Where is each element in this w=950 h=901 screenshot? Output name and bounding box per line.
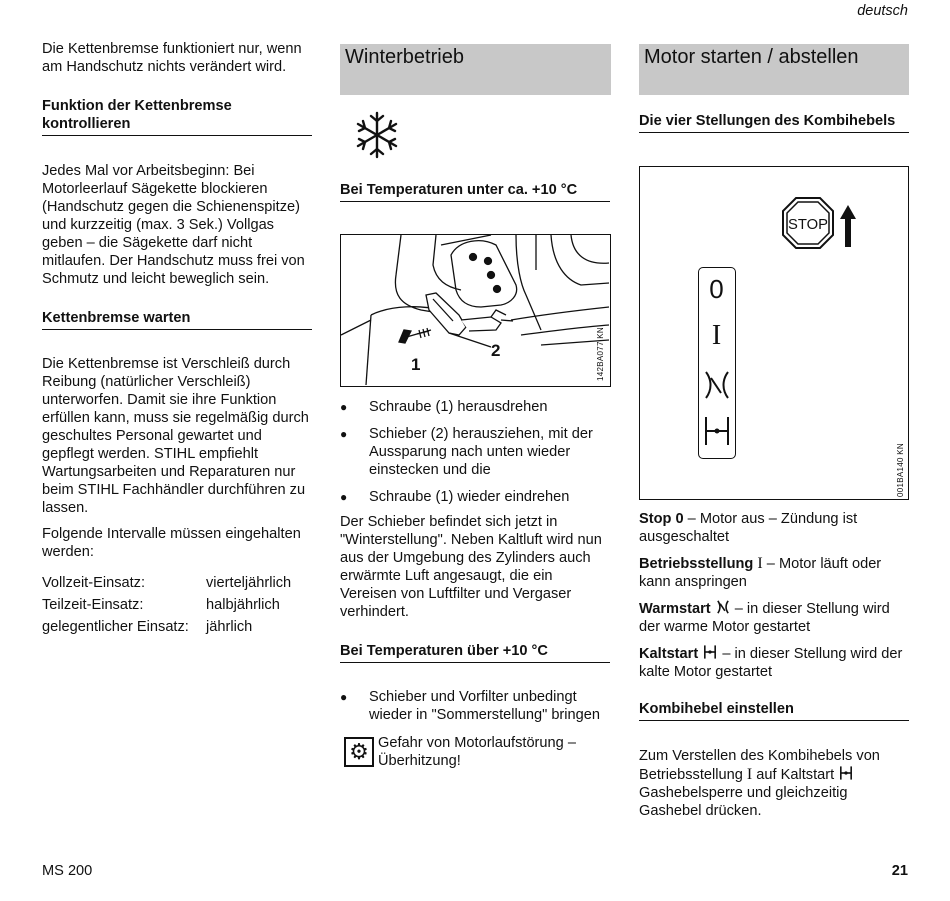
section-title-winter: Winterbetrieb xyxy=(340,44,611,95)
stop-sign-icon xyxy=(782,197,862,249)
maintain-heading: Kettenbremse warten xyxy=(42,309,312,330)
stop-text: – Motor aus – Zündung ist ausgeschaltet xyxy=(639,511,858,545)
intervals-table xyxy=(42,572,312,638)
cold-start-icon xyxy=(702,644,718,660)
interval-value: jährlich xyxy=(206,619,253,635)
adjust-text-c: Gashebelsperre und gleichzeitig Gashebel drücken. xyxy=(639,785,848,819)
steps-above-list xyxy=(340,688,611,724)
positions-heading: Die vier Stellungen des Kombihebels xyxy=(639,112,909,133)
figure-label-2: 2 xyxy=(491,341,501,360)
interval-value: halbjährlich xyxy=(206,597,280,613)
gear-warning-icon: ⚙ xyxy=(344,737,374,767)
check-heading: Funktion der Kettenbremse kontrollieren xyxy=(42,97,312,136)
warm-start-icon xyxy=(715,599,731,615)
arrow-up-icon xyxy=(840,205,856,247)
warm-label: Warmstart xyxy=(639,601,711,617)
footer-model: MS 200 xyxy=(42,863,93,879)
warm-description xyxy=(639,599,909,636)
snowflake-icon xyxy=(354,110,400,160)
intervals-intro: Folgende Intervalle müssen eingehalten werden: xyxy=(42,526,301,560)
position-run: I xyxy=(711,320,722,351)
cold-label: Kaltstart xyxy=(639,646,699,662)
carburetor-illustration xyxy=(341,235,609,385)
interval-label: Teilzeit-Einsatz: xyxy=(42,597,144,613)
steps-below-list xyxy=(340,398,611,506)
stop-description xyxy=(639,510,909,546)
table-row xyxy=(42,572,312,594)
list-item: ● Schieber und Vorfilter unbedingt wieder in "Sommerstellung" bringen xyxy=(340,688,611,724)
above-10-heading: Bei Temperaturen über +10 °C xyxy=(340,642,610,663)
list-item: ● Schieber (2) herausziehen, mit der Aussparung nach unten wieder einstecken und die xyxy=(340,425,611,479)
section-title-motor: Motor starten / abstellen xyxy=(639,44,909,95)
adjust-run-symbol: I xyxy=(746,766,753,783)
warm-text: – in dieser Stellung wird der warme Motor gestartet xyxy=(639,601,890,635)
maintain-text: Die Kettenbremse ist Verschleiß durch Reibung (natürlicher Verschleiß) unterworfen. Damit sie ihre Funktion erfüllen kann, muss sie regelmäßig durch geschultes Personal gewartet und gepflegt werden. STIHL empfiehlt Wartungsarbeiten und Reparaturen nur beim STIHL Fachhändler durchführen zu lassen. xyxy=(42,356,309,516)
cold-text: – in dieser Stellung wird der kalte Motor gestartet xyxy=(639,646,903,680)
warm-start-icon xyxy=(703,368,731,402)
adjust-text-b: auf Kaltstart xyxy=(756,767,835,783)
adjust-heading: Kombihebel einstellen xyxy=(639,700,909,721)
list-item: ● Schraube (1) wieder eindrehen xyxy=(340,488,611,506)
lever-position-panel xyxy=(698,267,736,459)
interval-label: Vollzeit-Einsatz: xyxy=(42,575,146,591)
position-0: 0 xyxy=(709,274,724,304)
adjust-text-a: Zum Verstellen des Kombihebels von Betriebsstellung xyxy=(639,748,880,783)
stop-sign-text: STOP xyxy=(788,216,828,233)
list-item: ● Schraube (1) herausdrehen xyxy=(340,398,611,416)
combi-lever-figure xyxy=(639,166,909,500)
cold-description xyxy=(639,644,909,681)
run-label: Betriebsstellung xyxy=(639,556,754,572)
table-row xyxy=(42,594,312,616)
adjust-text xyxy=(639,747,909,820)
figure-label-1: 1 xyxy=(411,355,421,374)
below-10-text: Der Schieber befindet sich jetzt in "Winterstellung". Neben Kaltluft wird nun aus der Umgebung des Zylinders auch erwärmte Luft angesaugt, die ein Vereisen von Luftfilter und Vergaser verhindert. xyxy=(340,514,602,620)
below-10-heading: Bei Temperaturen unter ca. +10 °C xyxy=(340,181,610,202)
interval-label: gelegentlicher Einsatz: xyxy=(42,619,189,635)
figure-code: 142BA077 KN xyxy=(596,326,605,381)
cold-start-icon xyxy=(838,765,854,781)
winter-figure xyxy=(340,234,611,387)
cold-start-icon xyxy=(703,414,731,448)
check-text: Jedes Mal vor Arbeitsbeginn: Bei Motorleerlauf Sägekette blockieren (Handschutz gegen die Schienenspitze) und kurzzeitig (max. 3 Sek.) Vollgas geben – die Sägekette darf nicht mitlaufen. Der Handschutz muss frei von Schmutz und leicht beweglich sein. xyxy=(42,163,305,287)
page-number: 21 xyxy=(891,863,908,879)
run-text: – Motor läuft oder kann anspringen xyxy=(639,556,882,590)
intro-text: Die Kettenbremse funktioniert nur, wenn am Handschutz nichts verändert wird. xyxy=(42,41,302,75)
table-row xyxy=(42,616,312,638)
run-symbol: I xyxy=(757,555,763,572)
warning-text: Gefahr von Motorlaufstörung – Überhitzung! xyxy=(378,735,576,769)
language-label: deutsch xyxy=(857,3,908,19)
interval-value: vierteljährlich xyxy=(206,575,292,591)
run-description xyxy=(639,555,909,591)
stop-label: Stop 0 xyxy=(639,511,684,527)
figure-code: 001BA140 KN xyxy=(896,442,905,497)
